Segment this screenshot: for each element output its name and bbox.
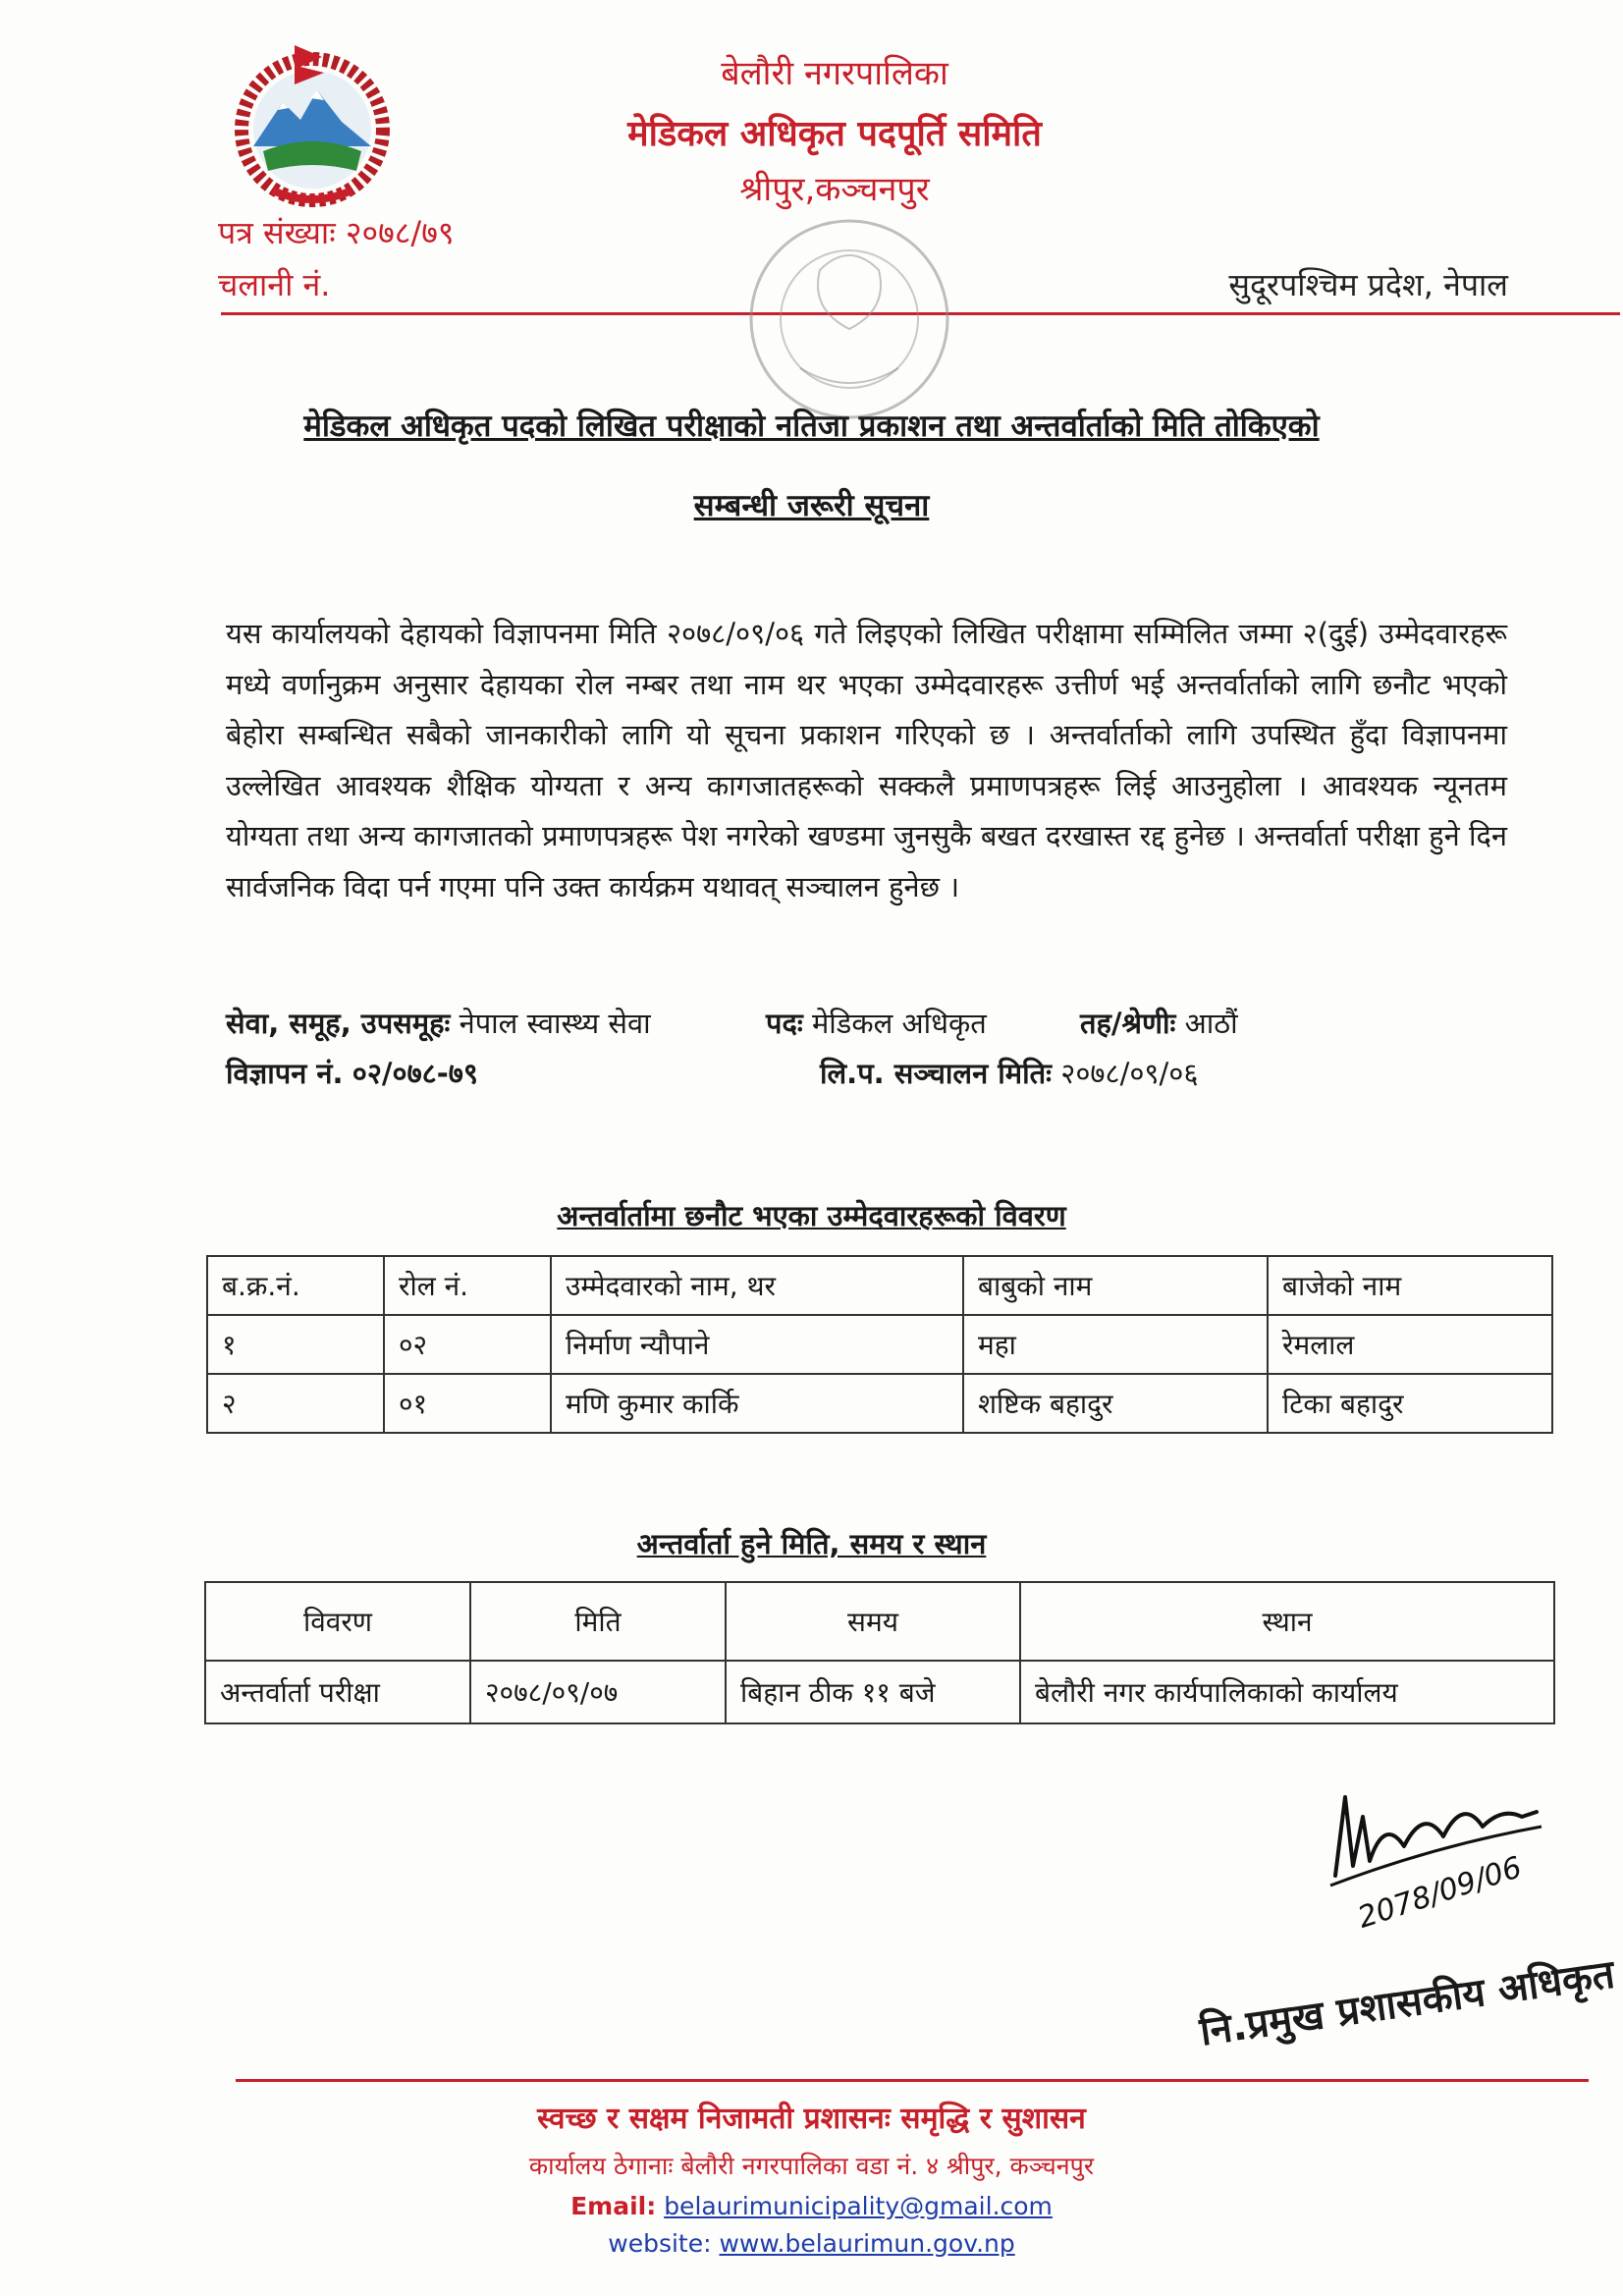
post-label: पदः (766, 1007, 803, 1040)
interview-table-title: अन्तर्वार्ता हुने मिति, समय र स्थान (636, 1527, 987, 1560)
notice-paragraph: यस कार्यालयको देहायको विज्ञापनमा मिति २०७८/०९/०६ गते लिइएको लिखित परीक्षामा सम्मिलित जम्मा २(दुई) उम्मेदवारहरू मध्ये वर्णानुक्रम अनुसार देहायका रोल नम्बर तथा नाम थर भएका उम्मेदवारहरू उत्तीर्ण भई अन्तर्वार्ताको लागि छनौट भएको बेहोरा सम्बन्धित सबैको जानकारीको लागि यो सूचना प्रकाशन गरिएको छ । अन्तर्वार्ताको लागि उपस्थित हुँदा विज्ञापनमा उल्लेखित आवश्यक शैक्षिक योग्यता र अन्य कागजातहरूको सक्कलै प्रमाणपत्रहरू लिई आउनुहोला । आवश्यक न्यूनतम योग्यता तथा अन्य कागजातको प्रमाणपत्रहरू पेश नगरेको खण्डमा जुनसुकै बखत दरखास्त रद्द हुनेछ । अन्तर्वार्ता परीक्षा हुने दिन सार्वजनिक विदा पर्न गएमा पनि उक्त कार्यक्रम यथावत् सञ्चालन हुनेछ । (226, 617, 1507, 903)
footer-motto: स्वच्छ र सक्षम निजामती प्रशासनः समृद्धि र सुशासन (537, 2102, 1086, 2136)
table-cell: महा (963, 1315, 1268, 1374)
advertisement-value: ०२/०७८-७९ (352, 1057, 478, 1090)
column-header: उम्मेदवारको नाम, थर (551, 1256, 963, 1315)
level-label: तह/श्रेणीः (1080, 1007, 1176, 1040)
table-cell: ०१ (384, 1374, 551, 1433)
column-header: ब.क्र.नं. (207, 1256, 384, 1315)
table-cell: शष्टिक बहादुर (963, 1374, 1268, 1433)
footer-website (0, 2229, 1623, 2258)
level-info (1080, 1004, 1238, 1042)
table-row (205, 1661, 1554, 1723)
service-value: नेपाल स्वास्थ्य सेवा (459, 1007, 651, 1040)
footer-email (0, 2192, 1623, 2220)
footer-address: कार्यालय ठेगानाः बेलौरी नगरपालिका वडा नं. ४ श्रीपुर, कञ्चनपुर (528, 2152, 1095, 2180)
column-header: रोल नं. (384, 1256, 551, 1315)
table-header-row (207, 1256, 1552, 1315)
footer-divider (236, 2079, 1589, 2082)
service-info (226, 1004, 651, 1042)
office-place: श्रीपुर,कञ्चनपुर (739, 170, 930, 209)
dispatch-number-label: चलानी नं. (218, 266, 331, 303)
table-cell: २०७८/०९/०७ (470, 1661, 726, 1723)
notice-subtitle: सम्बन्धी जरूरी सूचना (693, 488, 930, 523)
letter-number-label: पत्र संख्याः (218, 214, 336, 251)
table-cell: ०२ (384, 1315, 551, 1374)
table-cell: बिहान ठीक ११ बजे (726, 1661, 1020, 1723)
notice-title: मेडिकल अधिकृत पदको लिखित परीक्षाको नतिजा प्रकाशन तथा अन्तर्वार्ताको मिति तोकिएको (303, 409, 1320, 444)
advertisement-label: विज्ञापन नं. (226, 1057, 344, 1090)
table-row (207, 1315, 1552, 1374)
email-link[interactable]: belaurimunicipality@gmail.com (664, 2192, 1053, 2220)
office-seal-icon (731, 201, 967, 437)
letter-number-value: २०७८/७९ (345, 214, 455, 251)
website-label: website: (608, 2229, 712, 2258)
candidates-table (206, 1255, 1553, 1434)
column-header: स्थान (1020, 1582, 1554, 1661)
province-name: सुदूरपश्चिम प्रदेश, नेपाल (1228, 266, 1508, 303)
column-header: विवरण (205, 1582, 470, 1661)
interview-table (204, 1581, 1555, 1724)
exam-date-label: लि.प. सञ्चालन मितिः (820, 1057, 1053, 1090)
website-link[interactable]: www.belaurimun.gov.np (719, 2229, 1015, 2258)
table-cell: बेलौरी नगर कार्यपालिकाको कार्यालय (1020, 1661, 1554, 1723)
letter-number (218, 211, 454, 253)
table-cell: निर्माण न्यौपाने (551, 1315, 963, 1374)
table-row (207, 1374, 1552, 1433)
exam-date-info (820, 1054, 1198, 1092)
post-info (766, 1004, 987, 1042)
nepal-emblem-icon (224, 43, 401, 215)
signatory-designation: नि.प्रमुख प्रशासकीय अधिकृत (1197, 1951, 1618, 2055)
signature-date: 2078/09/06 (1353, 1850, 1527, 1936)
candidates-table-title: अन्तर्वार्तामा छनौट भएका उम्मेदवारहरूको विवरण (557, 1199, 1066, 1232)
table-cell: टिका बहादुर (1268, 1374, 1552, 1433)
advertisement-info (226, 1054, 478, 1092)
email-label: Email: (570, 2192, 657, 2220)
table-cell: रेमलाल (1268, 1315, 1552, 1374)
column-header: बाजेको नाम (1268, 1256, 1552, 1315)
post-value: मेडिकल अधिकृत (811, 1007, 987, 1040)
column-header: बाबुको नाम (963, 1256, 1268, 1315)
table-cell: मणि कुमार कार्कि (551, 1374, 963, 1433)
table-cell: २ (207, 1374, 384, 1433)
level-value: आठौं (1184, 1007, 1238, 1040)
table-header-row (205, 1582, 1554, 1661)
table-cell: अन्तर्वार्ता परीक्षा (205, 1661, 470, 1723)
service-label: सेवा, समूह, उपसमूहः (226, 1007, 451, 1040)
committee-name: मेडिकल अधिकृत पदपूर्ति समिति (627, 114, 1042, 154)
table-cell: १ (207, 1315, 384, 1374)
column-header: मिति (470, 1582, 726, 1661)
org-name: बेलौरी नगरपालिका (721, 54, 948, 93)
exam-date-value: २०७८/०९/०६ (1060, 1057, 1199, 1090)
column-header: समय (726, 1582, 1020, 1661)
